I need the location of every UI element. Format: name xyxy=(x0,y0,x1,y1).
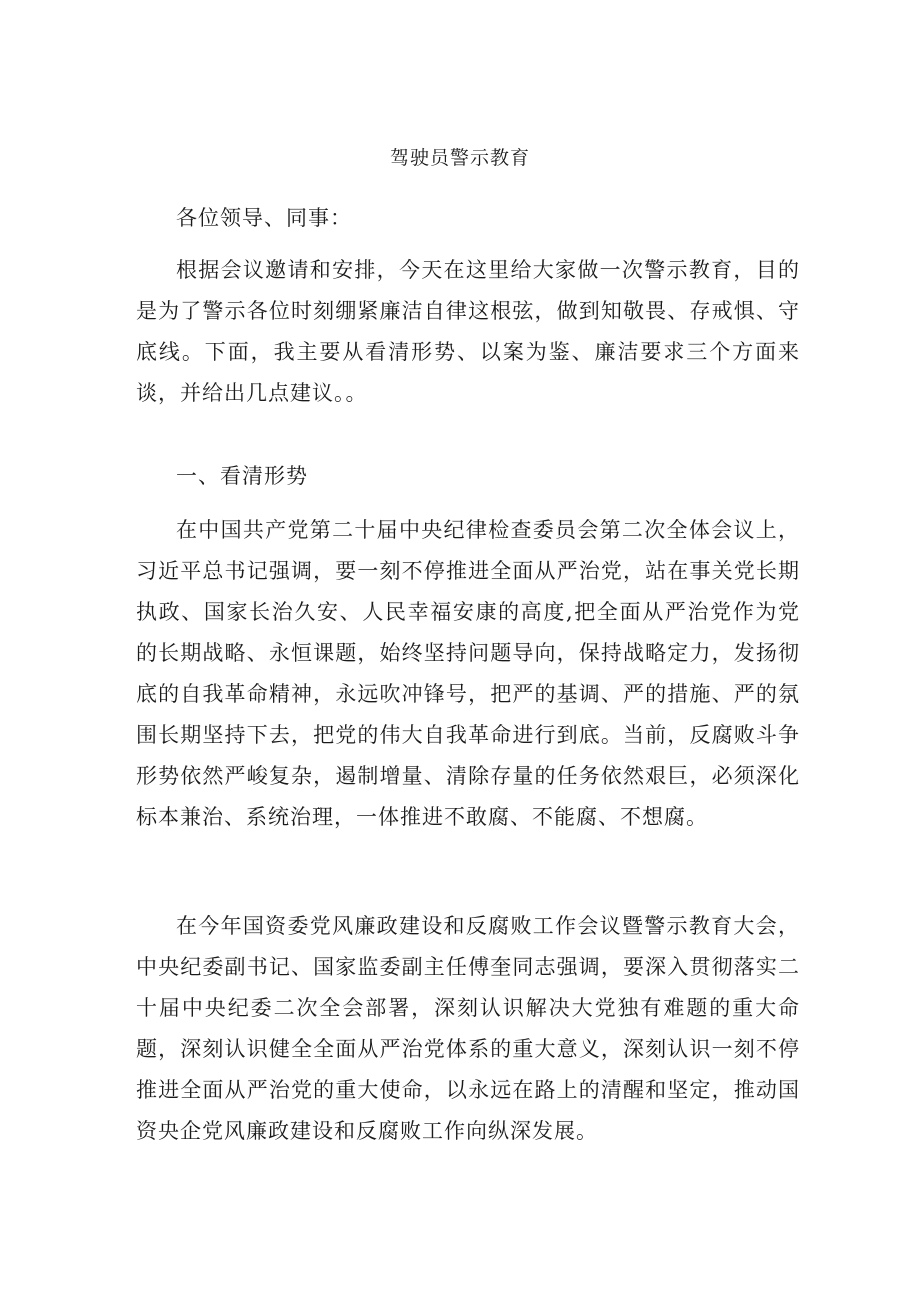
salutation: 各位领导、同事： xyxy=(176,206,352,230)
document-title: 驾驶员警示教育 xyxy=(389,147,530,169)
body-paragraph: 在中国共产党第二十届中央纪律检查委员会第二次全体会议上，习近平总书记强调，要一刻不停推进全面从严治党，站在事关党长期执政、国家长治久安、人民幸福安康的高度,把全面从严治党作为党的长期战略、永恒课题，始终坚持问题导向，保持战略定力，发扬彻底的自我革命精神，永远吹冲锋号，把严的基调、严的措施、严的氛围长期坚持下去，把党的伟大自我革命进行到底。当前，反腐败斗争形势依然严峻复杂，遏制增量、清除存量的任务依然艰巨，必须深化标本兼治、系统治理，一体推进不敢腐、不能腐、不想腐。 xyxy=(136,518,800,829)
body-paragraph: 在今年国资委党风廉政建设和反腐败工作会议暨警示教育大会，中央纪委副书记、国家监委副主任傅奎同志强调，要深入贯彻落实二十届中央纪委二次全会部署，深刻认识解决大党独有难题的重大命题，深刻认识健全全面从严治党体系的重大意义，深刻认识一刻不停推进全面从严治党的重大使命，以永远在路上的清醒和坚定，推动国资央企党风廉政建设和反腐败工作向纵深发展。 xyxy=(136,914,800,1143)
section-heading: 一、看清形势 xyxy=(176,464,308,488)
intro-paragraph: 根据会议邀请和安排，今天在这里给大家做一次警示教育，目的是为了警示各位时刻绷紧廉洁自律这根弦，做到知敬畏、存戒惧、守底线。下面，我主要从看清形势、以案为鉴、廉洁要求三个方面来谈，并给出几点建议。。 xyxy=(136,258,800,405)
